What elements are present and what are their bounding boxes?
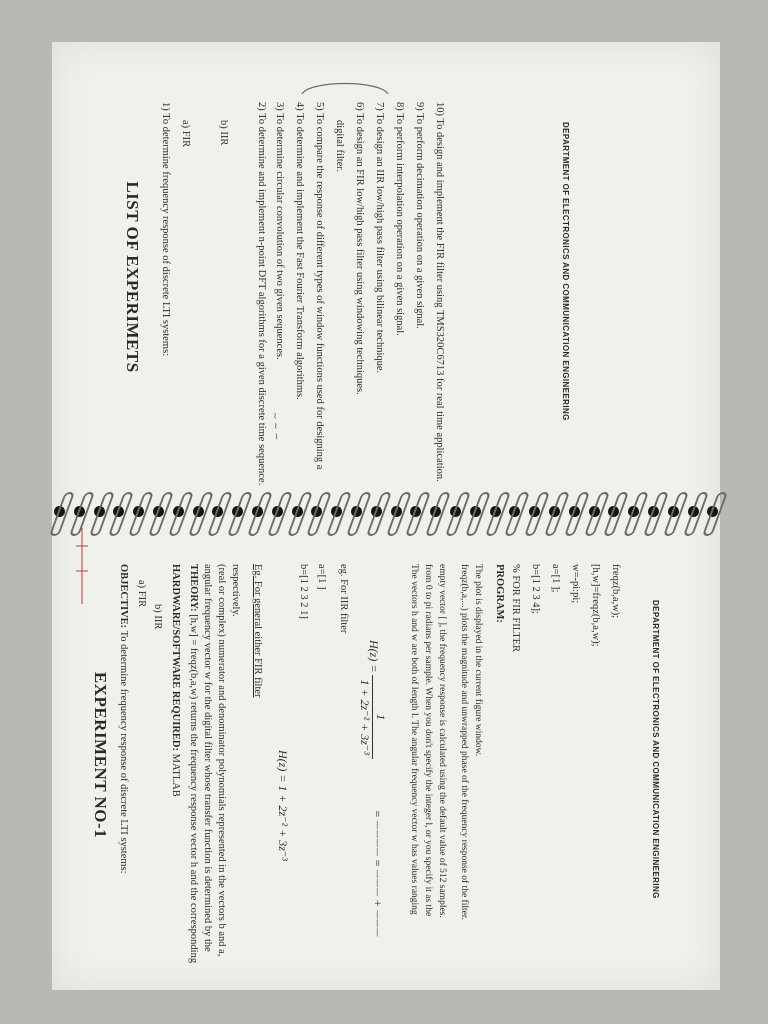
objective-text: To determine frequency response of discrete LTI systems: <box>118 630 129 874</box>
list-item: 4) To determine and implement the Fast Fourier Transform algorithms. <box>294 102 305 400</box>
list-item: a) FIR <box>180 120 191 148</box>
pencil-bracket-mark <box>300 72 390 102</box>
list-item: 10) To design and implement the FIR filter using TMS320C6713 for real time application. <box>434 102 445 482</box>
option-item: b) IIR <box>152 604 163 630</box>
handwritten-note: ~ ~ ~ <box>269 411 281 441</box>
hardware-value: MATLAB <box>170 753 181 797</box>
code-line: b=[1 2 3 4]; <box>530 564 541 614</box>
list-item: 8) To perform interpolation operation on a given signal. <box>394 102 405 336</box>
equation-iir-fraction <box>357 675 388 758</box>
b-vector-fir: b=[1 2 3 2 1] <box>298 564 309 619</box>
code-line: % FOR FIR FILTER <box>510 564 521 653</box>
paragraph-line: freqz(b,a,...) plots the magnitude and unwrapped phase of the frequency response of the filter. <box>459 564 469 920</box>
department-footer: DEPARTMENT OF ELECTRONICS AND COMMUNICATION ENGINEERING <box>561 122 570 421</box>
equation-iir <box>357 640 388 759</box>
hardware-line <box>168 564 182 797</box>
paragraph-line: from 0 to pi radians per sample. When you don't specify the integer l, or you specify it as the <box>423 564 433 917</box>
theory-text: (real or complex) numerator and denominator polynomials represented in the vectors b and a, <box>216 564 227 957</box>
list-item: 6) To design an FIR low/high pass filter using windowing techniques. <box>354 102 365 395</box>
code-line: freqz(b,a,w); <box>610 564 621 619</box>
paragraph-line: The plot is displayed in the current figure window. <box>473 564 483 757</box>
program-label: PROGRAM: <box>494 564 505 623</box>
list-item: digital filter. <box>334 120 345 172</box>
example-iir-label: eg. For IIR filter <box>338 564 349 634</box>
objective-line <box>116 564 130 874</box>
page-list-of-experiments <box>52 42 720 512</box>
list-item: 9) To perform decimation operation on a given signal. <box>414 102 425 329</box>
theory-text: respectively. <box>230 564 241 617</box>
theory-line <box>186 564 200 963</box>
list-item: 2) To determine and implement n-point DFT algorithms for a given discrete time sequence. <box>256 102 267 486</box>
list-item: 5) To compare the response of different types of window functions used for designing a <box>314 102 325 470</box>
list-item: b) IIR <box>218 120 229 146</box>
equation-iir-lhs: H(z) = <box>366 640 381 673</box>
list-item: 7) To design an IIR low/high pass filter using bilinear technique. <box>374 102 385 374</box>
option-item: a) FIR <box>136 580 147 608</box>
list-item: 3) To determine circular convolution of two given sequences. <box>274 102 285 360</box>
theory-text: angular frequency vector w for the digital filter whose transfer function is determined by the <box>202 564 213 952</box>
red-pen-mark <box>74 526 90 606</box>
a-vector-fir: a=[1 ] <box>316 564 327 590</box>
equation-fir: H(z) = 1 + 2z⁻² + 3z⁻³ <box>276 750 290 861</box>
paragraph-line: empty vector [ ], the frequency response is calculated using the default value of 512 samples. <box>437 564 447 918</box>
handwritten-working: = ———— = ——— + ——— <box>372 810 382 937</box>
equation-iir-denominator: 1 + 2z⁻² + 3z⁻³ <box>358 679 372 755</box>
page-title: EXPERIMENT NO-1 <box>91 671 110 839</box>
code-line: [h,w]=freqz(b,a,w); <box>590 564 601 647</box>
objective-label: OBJECTIVE: <box>118 564 129 629</box>
equation-iir-numerator: 1 <box>372 675 388 758</box>
code-line: w=-pi:pi; <box>570 564 581 604</box>
list-item: 1) To determine frequency response of discrete LTI systems: <box>160 102 171 357</box>
code-line: a=[1 ]; <box>550 564 561 593</box>
example-fir-label: Eg. For general either FIR filter <box>252 564 263 698</box>
page-experiment-1 <box>52 520 720 990</box>
hardware-label: HARDWARE/SOFTWARE REQUIRED: <box>170 564 181 751</box>
paragraph-line: The vectors h and w are both of length l. The angular frequency vector w has values ranging <box>409 564 419 915</box>
department-footer: DEPARTMENT OF ELECTRONICS AND COMMUNICATION ENGINEERING <box>651 600 660 899</box>
theory-text: [h,w] = freqz(b,a,w) returns the frequency response vector h and the corresponding <box>188 614 199 964</box>
theory-label: THEORY: <box>188 564 199 612</box>
page-title: LIST OF EXPERIMETS <box>123 181 142 373</box>
